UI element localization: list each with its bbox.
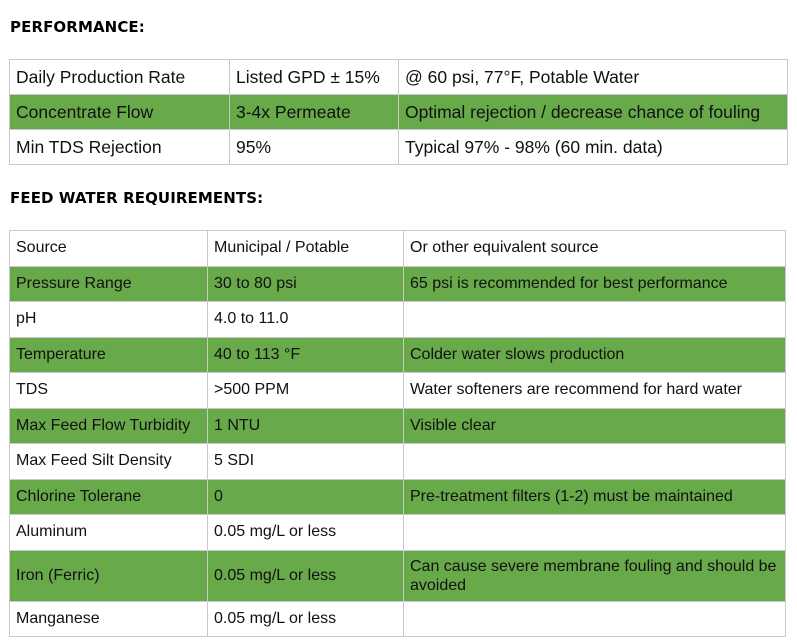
table-row: [10, 373, 786, 409]
table-row: [10, 337, 786, 373]
requirement-value: Municipal / Potable: [208, 231, 404, 267]
table-row: [10, 444, 786, 480]
requirement-name: Aluminum: [10, 515, 208, 551]
table-row: [10, 515, 786, 551]
performance-heading: PERFORMANCE:: [10, 18, 145, 36]
requirement-name: Manganese: [10, 601, 208, 637]
requirement-name: Source: [10, 231, 208, 267]
requirement-value: 0.05 mg/L or less: [208, 601, 404, 637]
requirement-name: Temperature: [10, 337, 208, 373]
requirement-note: Pre-treatment filters (1-2) must be maintained: [404, 479, 786, 515]
table-row: [10, 479, 786, 515]
requirement-name: Chlorine Tolerane: [10, 479, 208, 515]
requirement-note: [404, 302, 786, 338]
requirement-value: 0.05 mg/L or less: [208, 550, 404, 601]
requirement-name: Max Feed Flow Turbidity: [10, 408, 208, 444]
requirement-name: pH: [10, 302, 208, 338]
spec-name: Daily Production Rate: [10, 60, 230, 95]
spec-note: @ 60 psi, 77°F, Potable Water: [399, 60, 788, 95]
requirement-value: 30 to 80 psi: [208, 266, 404, 302]
table-row: [10, 130, 788, 165]
table-row: [10, 95, 788, 130]
requirement-note: [404, 444, 786, 480]
requirement-note: Colder water slows production: [404, 337, 786, 373]
spec-value: 95%: [230, 130, 399, 165]
performance-table: [9, 59, 788, 165]
requirement-value: 5 SDI: [208, 444, 404, 480]
requirement-name: Iron (Ferric): [10, 550, 208, 601]
spec-name: Concentrate Flow: [10, 95, 230, 130]
table-row: [10, 550, 786, 601]
requirement-note: [404, 515, 786, 551]
requirement-note: Or other equivalent source: [404, 231, 786, 267]
requirement-value: 4.0 to 11.0: [208, 302, 404, 338]
requirement-value: 1 NTU: [208, 408, 404, 444]
table-row: [10, 60, 788, 95]
requirement-value: 0.05 mg/L or less: [208, 515, 404, 551]
requirement-name: Pressure Range: [10, 266, 208, 302]
spec-value: Listed GPD ± 15%: [230, 60, 399, 95]
requirement-note: Can cause severe membrane fouling and should be avoided: [404, 550, 786, 601]
requirement-name: TDS: [10, 373, 208, 409]
table-row: [10, 408, 786, 444]
feed-water-table: [9, 230, 786, 637]
spec-name: Min TDS Rejection: [10, 130, 230, 165]
feed-water-heading: FEED WATER REQUIREMENTS:: [10, 189, 264, 207]
spec-value: 3-4x Permeate: [230, 95, 399, 130]
requirement-value: 0: [208, 479, 404, 515]
requirement-note: Water softeners are recommend for hard water: [404, 373, 786, 409]
requirement-name: Max Feed Silt Density: [10, 444, 208, 480]
requirement-value: >500 PPM: [208, 373, 404, 409]
requirement-note: [404, 601, 786, 637]
spec-note: Optimal rejection / decrease chance of fouling: [399, 95, 788, 130]
table-row: [10, 601, 786, 637]
table-row: [10, 266, 786, 302]
requirement-value: 40 to 113 °F: [208, 337, 404, 373]
table-row: [10, 231, 786, 267]
spec-note: Typical 97% - 98% (60 min. data): [399, 130, 788, 165]
requirement-note: Visible clear: [404, 408, 786, 444]
table-row: [10, 302, 786, 338]
requirement-note: 65 psi is recommended for best performance: [404, 266, 786, 302]
